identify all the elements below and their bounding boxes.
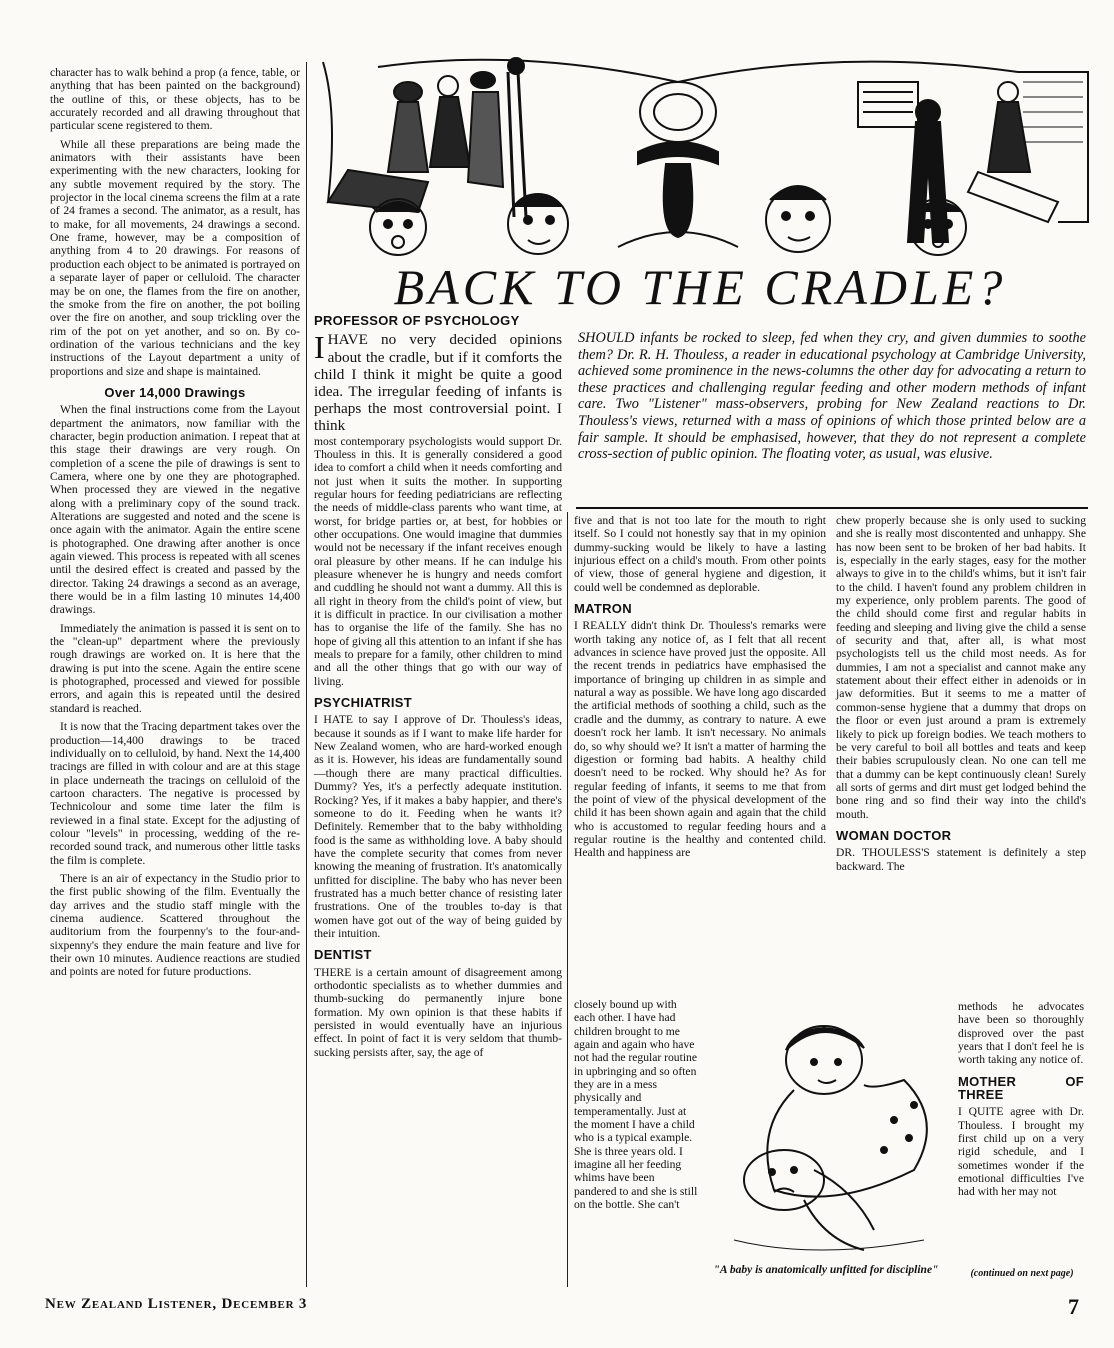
column-rule bbox=[306, 62, 307, 1287]
article-paragraph: DR. THOULESS'S statement is definitely a step backward. The bbox=[836, 846, 1086, 873]
article-paragraph: THERE is a certain amount of disagreement among orthodontic specialists as to whether dummies and thumb-sucking do permanently injure bone formation. My own opinion is that these habits if persisted in would eventually have an injurious effect. In point of fact it is very seldom that thumb-sucking persists after, say, the age of bbox=[314, 965, 562, 1059]
article-paragraph: chew properly because she is only used to sucking and she is really most discontented and unhappy. She has now been sent to be broken of her bad habits. It is, especially in the early stages, easy for the mother always to give in to the child's whims, but it isn't fair to the child. I haven't found any problem children in my experience, only problem parents. The good of the child should come first and regular habits in feeding and sleeping and living give the child a sense of security and that, after all, is what most psychologists tell us the child most needs. As for dummies, I am not a specialist and cannot make any statement about their effect either in adenoids or in jaw deformities. But it seems to me a matter of common-sense hygiene that a dummy that drops on the floor or even just around a pram is extremely likely to pick up foreign bodies. We teach mothers to be very careful to boil all bottles and teats and keep their babies scrupulously clean. No one can tell me that a dummy can be kept continuously clean! Surely all sorts of germs and dirt must get lodged behind the bone ring and so find their way into the child's mouth. bbox=[836, 514, 1086, 821]
section-heading: Over 14,000 Drawings bbox=[104, 384, 246, 400]
article-paragraph: Immediately the animation is passed it is sent on to the "clean-up" department where the previously rough drawings are worked on. It is here that the drawing is put into the scene. Again the entire scene is photographed, processed and viewed for possible errors, and again this is repeated until the desired standard is reached. bbox=[50, 621, 300, 715]
continued-note: (continued on next page) bbox=[970, 1268, 1074, 1279]
article-paragraph: While all these preparations are being made the animators with their assistants have been experimenting with the new characters, looking for any subtle movement required by the story. The projector in the local cinema screens the film at a rate of 24 frames a second. The animator, as a result, has to make, for all movements, 24 drawings a second. One frame, however, may be a composition of anything from 4 to 20 drawings. For reasons of production each object to be animated is portrayed on a separate layer of paper or celluloid. The character may be on one, the flames from the fire on another, the smoke from the fire on another, the pot boiling over the fire on another, and soup trickling over the rim of the pot on yet another, and so on. By co-ordination of the various technicians and the key instructions of the Layout department a unity of proportions and size and shape is maintained. bbox=[50, 137, 300, 378]
page-number: 7 bbox=[1068, 1294, 1079, 1319]
footer-masthead: New Zealand Listener, December 3 bbox=[45, 1296, 308, 1312]
article-paragraph: five and that is not too late for the mouth to right itself. So I could not honestly say that in my opinion dummy-sucking would be likely to have a lasting injurious effect on a child's mouth. From other points of view, those of general hygiene and digestion, it could well be condemned as deplorable. bbox=[574, 514, 826, 594]
intro-rule bbox=[576, 507, 1088, 509]
article-paragraph: I HATE to say I approve of Dr. Thouless's ideas, because it sounds as if I want to make life harder for New Zealand women, who are hard-worked enough as it is. However, his ideas are fundamentally sound—though there are many practical difficulties. Dummy? Yes, it's a perfectly adequate institution. Rocking? Yes, if it makes a baby happier, and there's someone to do it. Feeding when he wants it? Definitely. Remember that to the baby withholding food is the same as withholding love. A baby should have the complete security that comes from never knowing the meaning of frustration. It's anatomically unfitted for discipline. The baby who has never been frustrated has a much better chance of resisting later frustrations. One of the troubles to-day is that women have got out of the way of being guided by their intuition. bbox=[314, 713, 562, 940]
section-heading: PSYCHIATRIST bbox=[314, 695, 412, 711]
column-opinions-2-narrow bbox=[574, 998, 698, 1217]
intro-standfirst bbox=[578, 330, 1086, 505]
section-heading: DENTIST bbox=[314, 947, 372, 963]
article-paragraph: There is an air of expectancy in the Studio prior to the first public showing of the film. Eventually the day arrives and the studio staff mingle with the cinema audience. Scattered throughout the auditorium from the fourpenny's to the four-and-sixpenny's they endure the main feature and live for their own 10 minutes. Audience reactions are studied and points are noted for future productions. bbox=[50, 871, 300, 979]
column-rule bbox=[567, 512, 568, 1287]
article-paragraph: closely bound up with each other. I have had children brought to me again and again who have not had the regular routine in upbringing and so often they are in a mess physically and temperamentally. Just at the moment I have a child who is a typical example. She is three years old. I imagine all her feeding whims have been pandered to and she is still on the bottle. She can't bbox=[574, 998, 698, 1212]
article-paragraph: It is now that the Tracing department takes over the production—14,400 drawings to be traced individually on to celluloid, by hand. Next the 14,400 tracings are filled in with colour and are at this stage in place underneath the tracings on celluloid of the cartoon characters. The negative is processed by Technicolour and some time later the film is reviewed in a final state. Except for the adjusting of colour "levels" in processing, wedding of the re-recorded sound track, and numerous other little tasks the film is complete. bbox=[50, 720, 300, 867]
article-paragraph: When the final instructions come from the Layout department the animators, now familiar with the character, begin production animation. I repeat that at this stage their drawings are very rough. On completion of a scene the pile of drawings is sent to Camera, where one by one they are photographed. When processed they are viewed in the negative along with a preliminary copy of the sound track. Alterations are suggested and noted and the scene is once again with the animator. Again the entire scene is photographed. One drawing after another is once again viewed. This process is repeated with all scenes until the desired effect is created and passed by the director. Taking 24 drawings a second as an average, there would be in a film lasting 10 minutes 14,400 drawings. bbox=[50, 403, 300, 617]
headline: BACK TO THE CRADLE? bbox=[393, 259, 1007, 315]
column-opinions-2 bbox=[574, 514, 826, 865]
illustration-caption: "A baby is anatomically unfitted for discipline" bbox=[713, 1264, 939, 1276]
section-heading: MATRON bbox=[574, 601, 632, 617]
header-illustration bbox=[318, 52, 1093, 257]
article-paragraph: character has to walk behind a prop (a fence, table, or anything that has been painted on the background) the outline of this, or these objects, has to be accurately recorded and all drawing throughout that particular scene registered to them. bbox=[50, 66, 300, 133]
article-paragraph: I REALLY didn't think Dr. Thouless's remarks were worth taking any notice of, as I felt that all recent advances in science have proved just the opposite. All the recent trends in pediatrics have emphasised the importance of bringing up children in as simple and natural a way as possible. We have long ago discarded the artificial methods of soothing a child, such as the cradle and the dummy, as contrary to nature. A ewe doesn't rock her lamb. It isn't necessary. No animals do, so why should we? It isn't a matter of harming the digestion or forming bad habits. A healthy child doesn't need to be rocked. Why should he? As for regular feeding of infants, it seems to me that from the point of view of the physical development of the child it has been shown again and again that the child who is accustomed to regular feeding hours and a regular routine is the healthy and contented child. Health and happiness are bbox=[574, 619, 826, 860]
intro-text: SHOULD infants be rocked to sleep, fed when they cry, and given dummies to soothe them? Dr. R. H. Thouless, a reader in educational psychology at Cambridge University, achieved some prominence in the news-columns the other day for advocating a return to these practices and challenging regular feeding and other modern methods of infant care. Two "Listener" mass-observers, probing for New Zealand reactions to Dr. Thouless's views, returned with a mass of opinions of which those printed below are a fair sample. It should be emphasised, however, that they do not represent a complete cross-section of public opinion. The floating voter, as usual, was elusive. bbox=[578, 330, 1086, 463]
article-paragraph: methods he advocates have been so thoroughly disproved over the past years that I don't feel he is worth taking any notice of. bbox=[958, 1000, 1084, 1067]
section-heading: PROFESSOR OF PSYCHOLOGY bbox=[314, 313, 520, 328]
article-paragraph: I QUITE agree with Dr. Thouless. I brought my first child up on a very rigid schedule, and I sometimes wonder if the emotional difficulties I've had with her may not bbox=[958, 1105, 1084, 1199]
section-heading: MOTHER OF THREE bbox=[958, 1073, 1084, 1103]
column-opinions-1 bbox=[314, 314, 562, 1064]
article-paragraph: most contemporary psychologists would support Dr. Thouless in this. It is generally considered a good idea to comfort a child when it needs comforting and not just when it suits the mother. In supporting regular hours for feeding pediatricians are reflecting the needs of middle-class parents who want time, at worst, for bridge parties or, at best, for hobbies or other occupations. One would imagine that dummies would not be necessary if the infant receives enough oral pleasure by other means. If he can indulge his pleasure whenever he is hungry and needs comfort and cuddling he should not want a dummy. All this is all right in theory from the child's point of view, but it is difficult in practice. In our civilisation a mother has to organise the life of the family. She has no hope of giving all this attention to an infant if she has meals to prepare for a family, other children to mind and all the other things that go with our way of living. bbox=[314, 434, 562, 688]
column-animation-article bbox=[50, 66, 300, 984]
mother-baby-sketch bbox=[714, 1010, 950, 1265]
column-opinions-3-narrow bbox=[958, 1000, 1084, 1204]
section-heading: WOMAN DOCTOR bbox=[836, 827, 952, 843]
article-paragraph: IHAVE no very decided opinions about the cradle, but if it comforts the child I think it might be quite a good idea. The irregular feeding of infants is perhaps the most controversial point. I think bbox=[314, 329, 562, 435]
column-opinions-3 bbox=[836, 514, 1086, 873]
